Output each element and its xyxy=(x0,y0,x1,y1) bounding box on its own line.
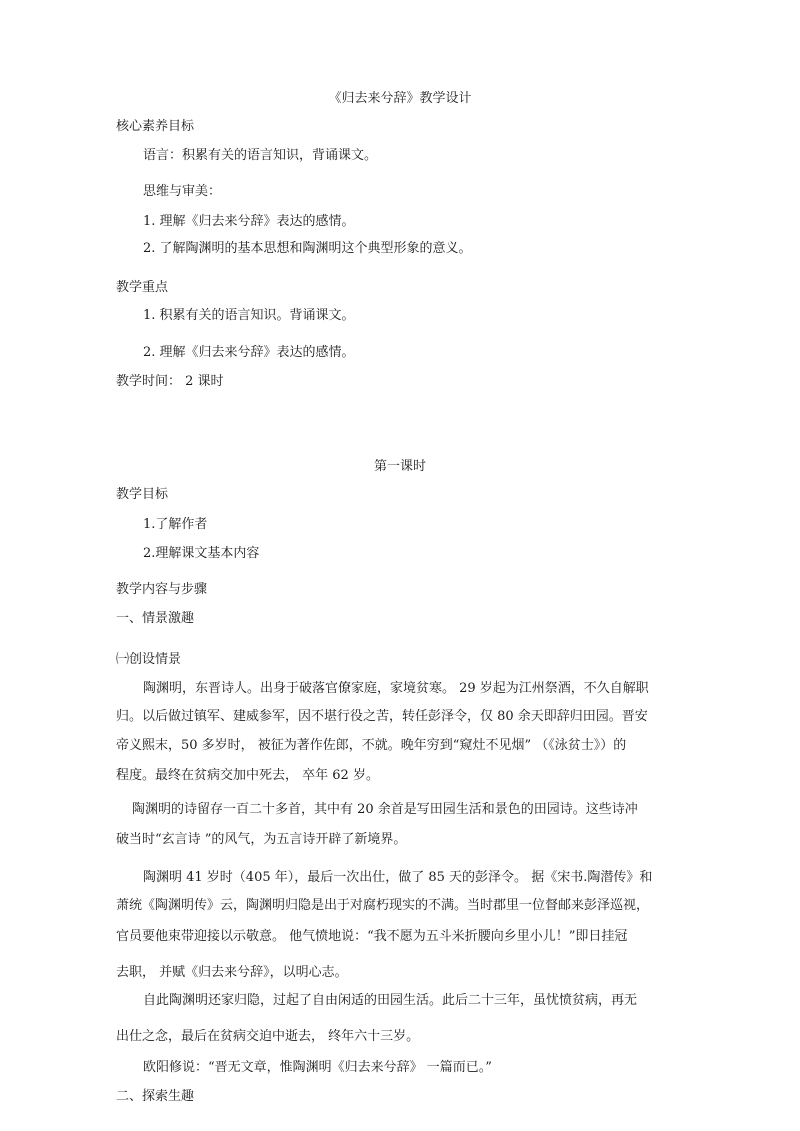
lesson-title: 第一课时 xyxy=(373,459,426,474)
teaching-goal-2: 2.理解课文基本内容 xyxy=(143,546,260,561)
section-1-heading: 一、情景激趣 xyxy=(116,611,195,626)
paragraph-3-line-2: 萧统《陶渊明传》云，陶渊明归隐是出于对腐朽现实的不满。当时郡里一位督邮来彭泽巡视， xyxy=(116,898,650,913)
teaching-time: 教学时间： 2 课时 xyxy=(116,374,224,389)
key-points-heading: 教学重点 xyxy=(116,280,169,295)
paragraph-3-line-4: 去职， 并赋《归去来兮辞》，以明心志。 xyxy=(116,965,348,980)
key-point-1: 1. 积累有关的语言知识。背诵课文。 xyxy=(143,308,355,323)
document-title: 《归去来兮辞》教学设计 xyxy=(328,91,472,106)
thinking-goal-1: 1. 理解《归去来兮辞》表达的感情。 xyxy=(143,214,355,229)
paragraph-4-line-1: 自此陶渊明还家归隐，过起了自由闲适的田园生活。此后二十三年，虽忧愤贫病，再无 xyxy=(143,993,638,1008)
language-goal: 语言：积累有关的语言知识，背诵课文。 xyxy=(143,148,378,163)
paragraph-1-line-3: 帝义熙末，50 多岁时， 被征为著作佐郎，不就。晚年穷到“窥灶不见烟” （《泳贫士》）的 xyxy=(116,738,627,753)
thinking-label: 思维与审美： xyxy=(143,184,222,199)
thinking-goal-2: 2. 了解陶渊明的基本思想和陶渊明这个典型形象的意义。 xyxy=(143,241,472,256)
paragraph-2-line-1: 陶渊明的诗留存一百二十多首，其中有 20 余首是写田园生活和景色的田园诗。这些诗冲 xyxy=(132,802,638,817)
paragraph-1-line-4: 程度。最终在贫病交加中死去， 卒年 62 岁。 xyxy=(116,768,379,783)
paragraph-4-line-2: 出仕之念，最后在贫病交迫中逝去， 终年六十三岁。 xyxy=(116,1029,420,1044)
key-point-2: 2. 理解《归去来兮辞》表达的感情。 xyxy=(143,345,355,360)
paragraph-1-line-1: 陶渊明，东晋诗人。出身于破落官僚家庭，家境贫寒。 29 岁起为江州祭酒，不久自解职 xyxy=(143,681,649,696)
paragraph-2-line-2: 破当时“玄言诗 ”的风气，为五言诗开辟了新境界。 xyxy=(116,832,407,847)
content-steps-heading: 教学内容与步骤 xyxy=(116,582,208,597)
paragraph-3-line-1: 陶渊明 41 岁时（405 年），最后一次出仕，做了 85 天的彭泽令。 据《宋书.陶潜传》和 xyxy=(143,870,653,885)
subsection-1-heading: ㈠创设情景 xyxy=(116,652,182,667)
section-2-heading: 二、探索生趣 xyxy=(116,1089,195,1104)
teaching-goal-1: 1.了解作者 xyxy=(143,517,208,532)
ouyang-xiu-quote: 欧阳修说：“晋无文章，惟陶渊明《归去来兮辞》 一篇而已。” xyxy=(143,1060,492,1075)
paragraph-1-line-2: 归。以后做过镇军、建威参军，因不堪行役之苦，转任彭泽令，仅 80 余天即辞归田园。晋安 xyxy=(116,709,648,724)
core-literacy-heading: 核心素养目标 xyxy=(116,119,195,134)
teaching-goals-heading: 教学目标 xyxy=(116,487,169,502)
paragraph-3-line-3: 官员要他束带迎接以示敬意。 他气愤地说：“我不愿为五斗米折腰向乡里小儿！”即日挂冠 xyxy=(116,929,628,944)
